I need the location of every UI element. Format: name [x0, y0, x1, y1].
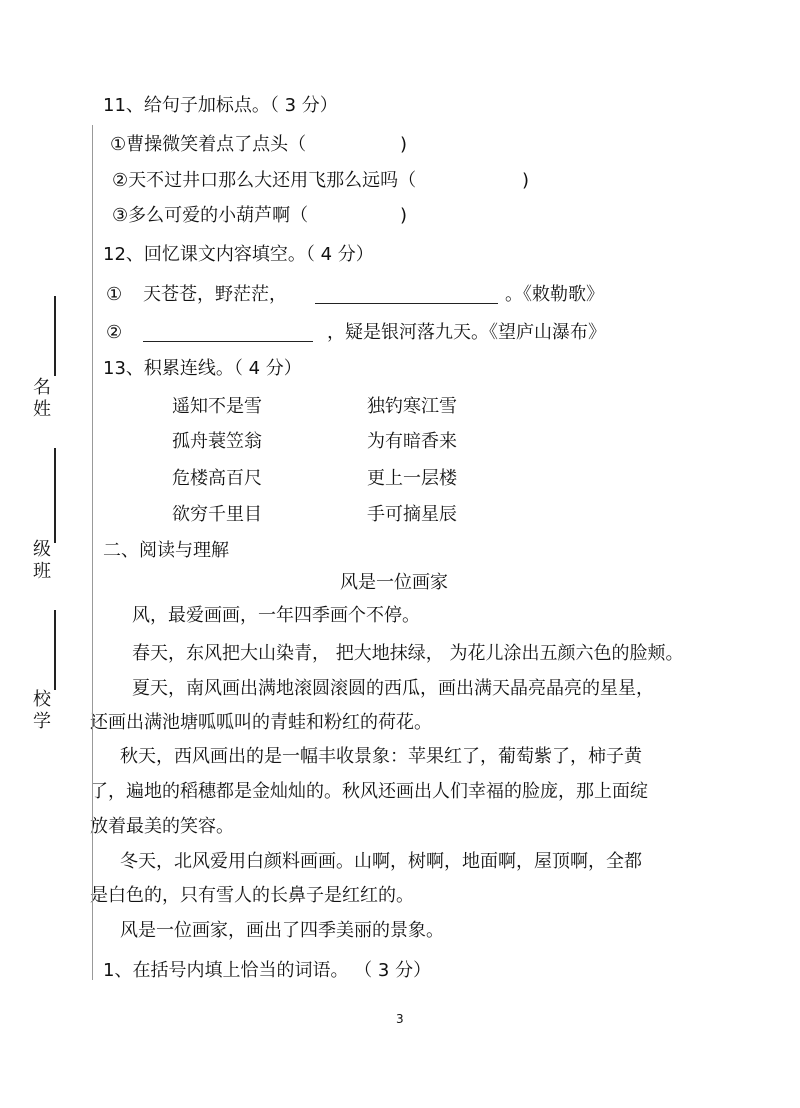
q12-item-1-blank[interactable] [315, 303, 498, 304]
content-left-border [92, 125, 93, 980]
q13-left-2[interactable]: 孤舟蓑笠翁 [172, 431, 262, 452]
passage-line: 夏天，南风画出满地滚圆滚圆的西瓜，画出满天晶亮晶亮的星星， [132, 678, 654, 699]
passage-title: 风是一位画家 [340, 572, 448, 593]
q13-left-1[interactable]: 遥知不是雪 [172, 396, 262, 417]
q11-item-1: ①曹操微笑着点了点头（ [110, 134, 307, 155]
q11-item-3: ③多么可爱的小葫芦啊（ [112, 205, 309, 226]
q13-right-4[interactable]: 手可摘星辰 [367, 504, 457, 525]
q11-item-1-close: ) [400, 134, 408, 155]
q13-right-1[interactable]: 独钓寒江雪 [367, 396, 457, 417]
passage-line: 冬天，北风爱用白颜料画画。山啊，树啊，地面啊，屋顶啊，全都 [120, 851, 642, 872]
q13-left-4[interactable]: 欲穷千里目 [172, 504, 262, 525]
passage-line: 还画出满池塘呱呱叫的青蛙和粉红的荷花。 [90, 712, 432, 733]
q12-item-1-source: 。《敕勒歌》 [505, 284, 604, 305]
q12-title: 12、回忆课文内容填空。（ 4 分） [103, 244, 374, 265]
reading-q1-title: 1、在括号内填上恰当的词语。 （ 3 分） [103, 960, 432, 981]
section-2-title: 二、阅读与理解 [103, 540, 229, 561]
passage-line: 放着最美的笑容。 [90, 816, 234, 837]
q11-item-3-close: ) [400, 205, 408, 226]
q13-title: 13、积累连线。（ 4 分） [103, 358, 302, 379]
class-label: 级班 [33, 539, 51, 582]
passage-line: 是白色的，只有雪人的长鼻子是红红的。 [90, 885, 414, 906]
q13-right-2[interactable]: 为有暗香来 [367, 431, 457, 452]
page-number: 3 [396, 1012, 404, 1026]
q11-item-2-close: ) [522, 170, 530, 191]
q12-item-2-number: ② [106, 322, 123, 343]
binding-line [54, 296, 56, 376]
q13-right-3[interactable]: 更上一层楼 [367, 468, 457, 489]
passage-line: 风，最爱画画，一年四季画个不停。 [132, 605, 420, 626]
q12-item-2-text: ，疑是银河落九天。《望庐山瀑布》 [327, 322, 606, 343]
passage-line: 春天，东风把大山染青， 把大地抹绿， 为花儿涂出五颜六色的脸颊。 [132, 643, 684, 664]
q13-left-3[interactable]: 危楼高百尺 [172, 468, 262, 489]
passage-line: 风是一位画家，画出了四季美丽的景象。 [120, 920, 444, 941]
binding-line [54, 448, 56, 543]
name-label: 名姓 [33, 377, 51, 420]
school-label: 校学 [33, 689, 51, 732]
q12-item-2-blank[interactable] [143, 341, 313, 342]
passage-line: 秋天，西风画出的是一幅丰收景象：苹果红了，葡萄紫了，柿子黄 [120, 746, 642, 767]
q11-title: 11、给句子加标点。（ 3 分） [103, 95, 338, 116]
q12-item-1-number: ① [106, 284, 123, 305]
binding-line [54, 610, 56, 690]
passage-line: 了，遍地的稻穗都是金灿灿的。秋风还画出人们幸福的脸庞，那上面绽 [90, 781, 648, 802]
q11-item-2: ②天不过井口那么大还用飞那么远吗（ [112, 170, 417, 191]
q12-item-1-text: 天苍苍，野茫茫， [143, 284, 287, 305]
